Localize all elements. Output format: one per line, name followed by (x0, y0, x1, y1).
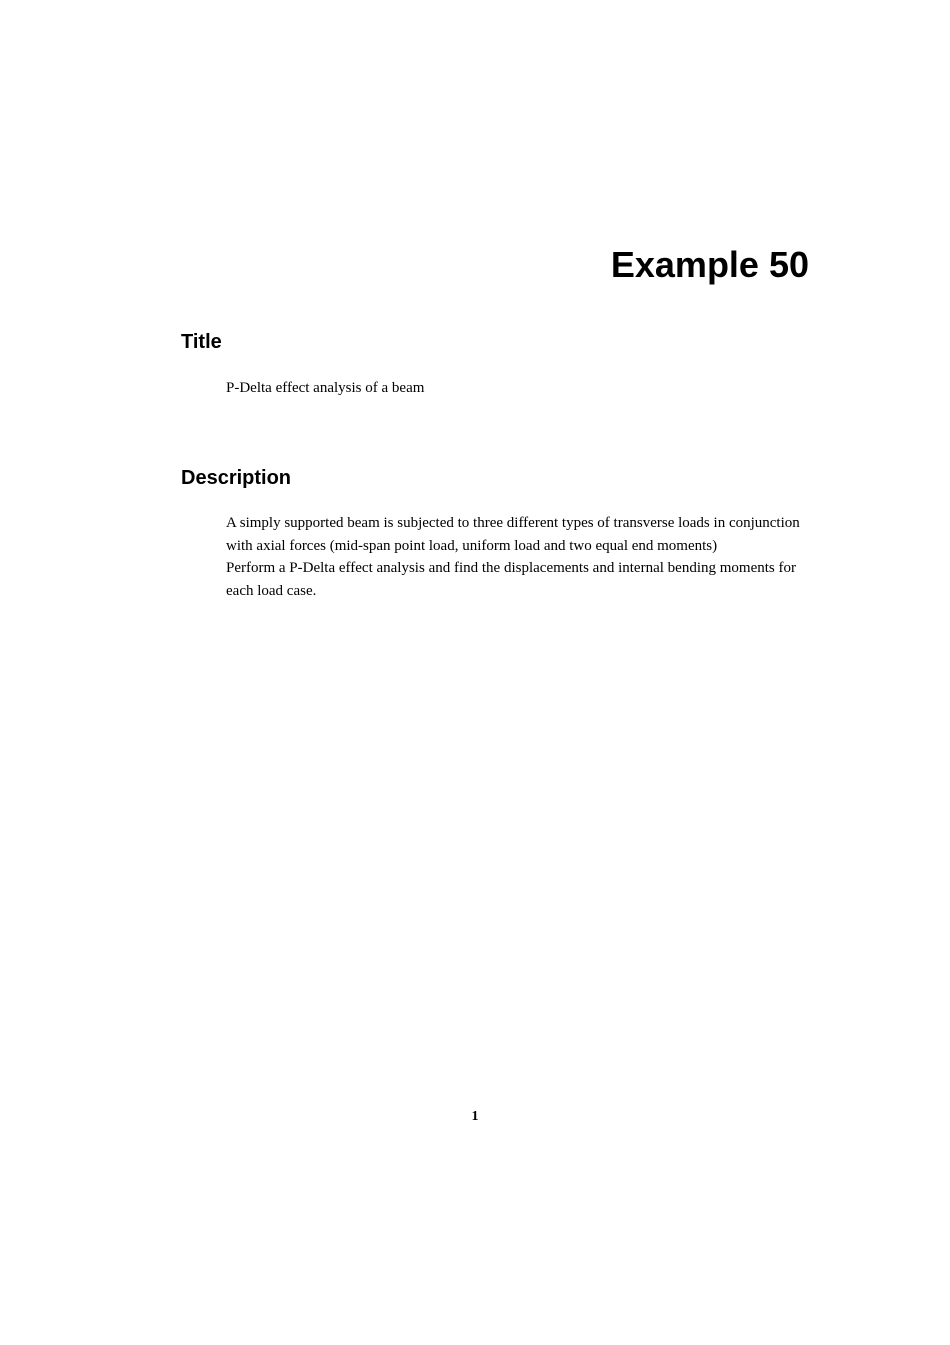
chapter-title: Example 50 (610, 244, 809, 285)
section-heading-description: Description (181, 467, 292, 489)
description-paragraph: Perform a P-Delta effect analysis and find the displacements and internal bending moments for each load case. (226, 560, 796, 599)
description-body (226, 512, 818, 602)
page-number: 1 (471, 1109, 479, 1124)
description-paragraph: A simply supported beam is subjected to three different types of transverse loads in conjunction with axial forces (mid-span point load, uniform load and two equal end moments) (226, 515, 800, 554)
section-heading-title: Title (181, 331, 222, 353)
title-text: P-Delta effect analysis of a beam (226, 380, 425, 396)
